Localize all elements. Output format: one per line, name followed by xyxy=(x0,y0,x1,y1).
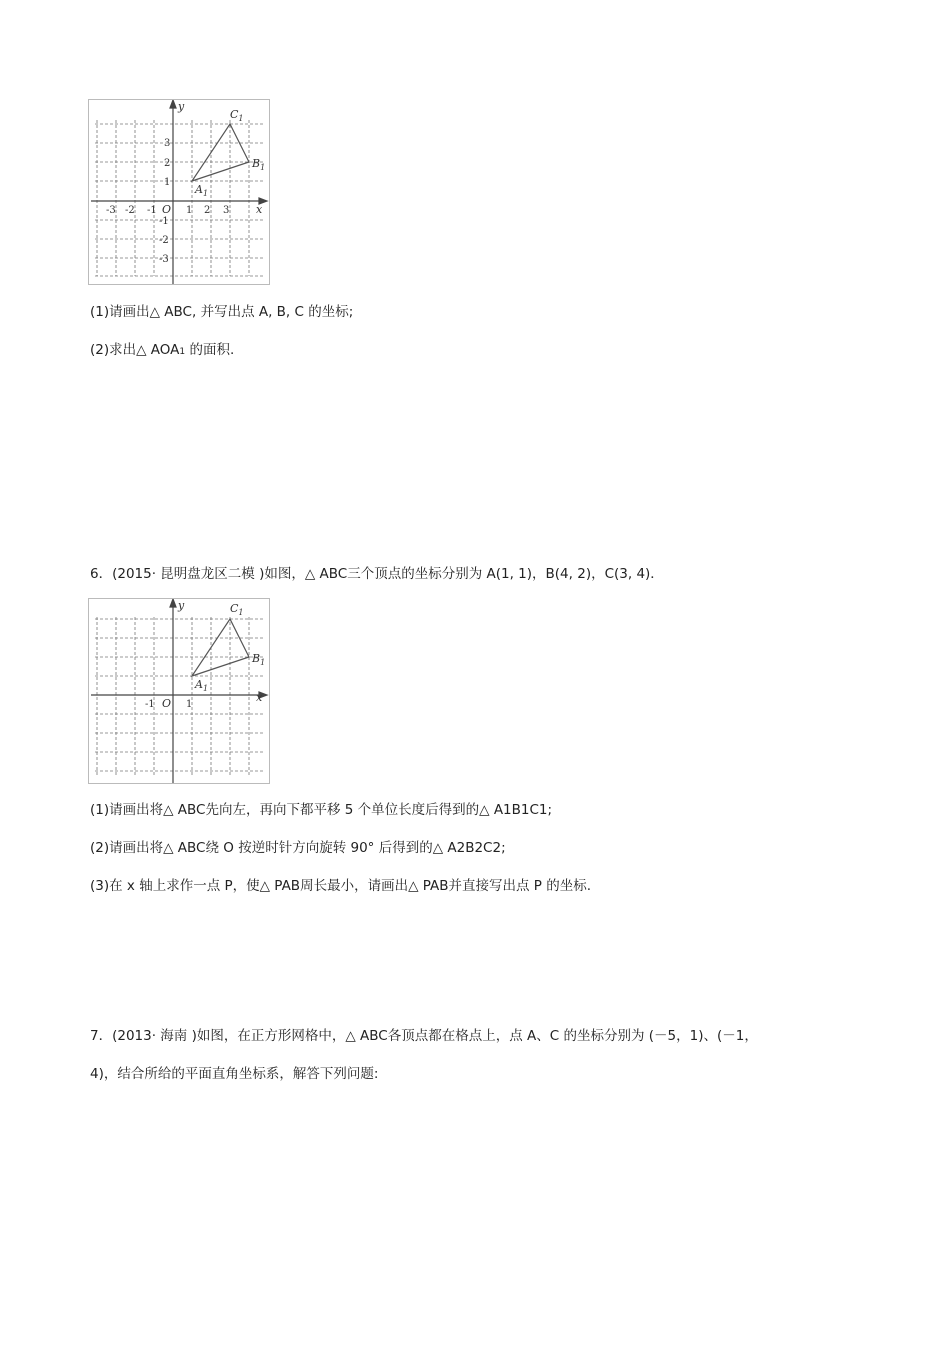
point-label-b1: $B_1$ xyxy=(252,157,266,172)
q7-stem-line2: 4)，结合所给的平面直角坐标系，解答下列问题: xyxy=(90,1066,379,1082)
triangle-abc-2 xyxy=(192,619,249,676)
x-tick-minus1-2: -1 xyxy=(145,699,155,710)
y-tick-minus2: -2 xyxy=(159,235,169,246)
y-tick-2: 2 xyxy=(164,158,171,169)
point-label-a-2: $A_1$ xyxy=(195,678,209,693)
y-tick-minus1: -1 xyxy=(159,216,169,227)
q7-stem-line1: 7．(2013· 海南 )如图，在正方形网格中，△ ABC各顶点都在格点上，点 A、C 的坐标分别为 (－5，1)、(－1， xyxy=(90,1028,758,1044)
origin-label-2: O xyxy=(162,697,172,710)
q6-part3: (3)在 x 轴上求作一点 P，使△ PAB周长最小，请画出△ PAB并直接写出点 P 的坐标. xyxy=(90,878,592,894)
x-tick-minus3: -3 xyxy=(106,205,116,216)
q5-part1: (1)请画出△ ABC, 并写出点 A, B, C 的坐标; xyxy=(90,304,354,320)
x-tick-1: 1 xyxy=(186,205,193,216)
x-tick-3: 3 xyxy=(223,205,230,216)
coordinate-figure-2 xyxy=(88,598,270,784)
q5-part2: (2)求出△ AOA1 的面积. xyxy=(90,342,235,358)
point-label-a1: $A_1$ xyxy=(195,183,209,198)
y-tick-minus3: -3 xyxy=(159,254,169,265)
triangle-a1b1c1 xyxy=(192,124,249,181)
y-axis-label: y xyxy=(178,100,185,113)
grid-lines xyxy=(95,120,266,276)
grid-svg-1 xyxy=(89,100,269,284)
y-tick-3: 3 xyxy=(164,138,171,149)
x-tick-2: 2 xyxy=(204,205,211,216)
x-axis-label: x xyxy=(256,203,263,216)
point-label-b-2: $B_1$ xyxy=(252,652,266,667)
grid-lines-2 xyxy=(95,617,266,775)
q6-part2: (2)请画出将△ ABC绕 O 按逆时针方向旋转 90° 后得到的△ A2B2C2; xyxy=(90,840,506,856)
q6-stem: 6．(2015· 昆明盘龙区二模 )如图，△ ABC三个顶点的坐标分别为 A(1, 1)，B(4, 2)，C(3, 4)． xyxy=(90,566,664,582)
q6-part1: (1)请画出将△ ABC先向左，再向下都平移 5 个单位长度后得到的△ A1B1C1; xyxy=(90,802,553,818)
coordinate-figure-1 xyxy=(88,99,270,285)
y-axis-label-2: y xyxy=(178,599,185,612)
axes-2 xyxy=(91,599,267,783)
x-axis-label-2: x xyxy=(256,691,263,704)
point-label-c-2: $C_1$ xyxy=(230,602,244,617)
grid-svg-2 xyxy=(89,599,269,783)
x-tick-minus2: -2 xyxy=(125,205,135,216)
y-tick-1: 1 xyxy=(164,177,171,188)
x-tick-1-2: 1 xyxy=(186,699,193,710)
point-label-c1: $C_1$ xyxy=(230,108,244,123)
x-tick-minus1: -1 xyxy=(147,205,157,216)
axes xyxy=(91,100,267,284)
origin-label: O xyxy=(162,203,172,216)
